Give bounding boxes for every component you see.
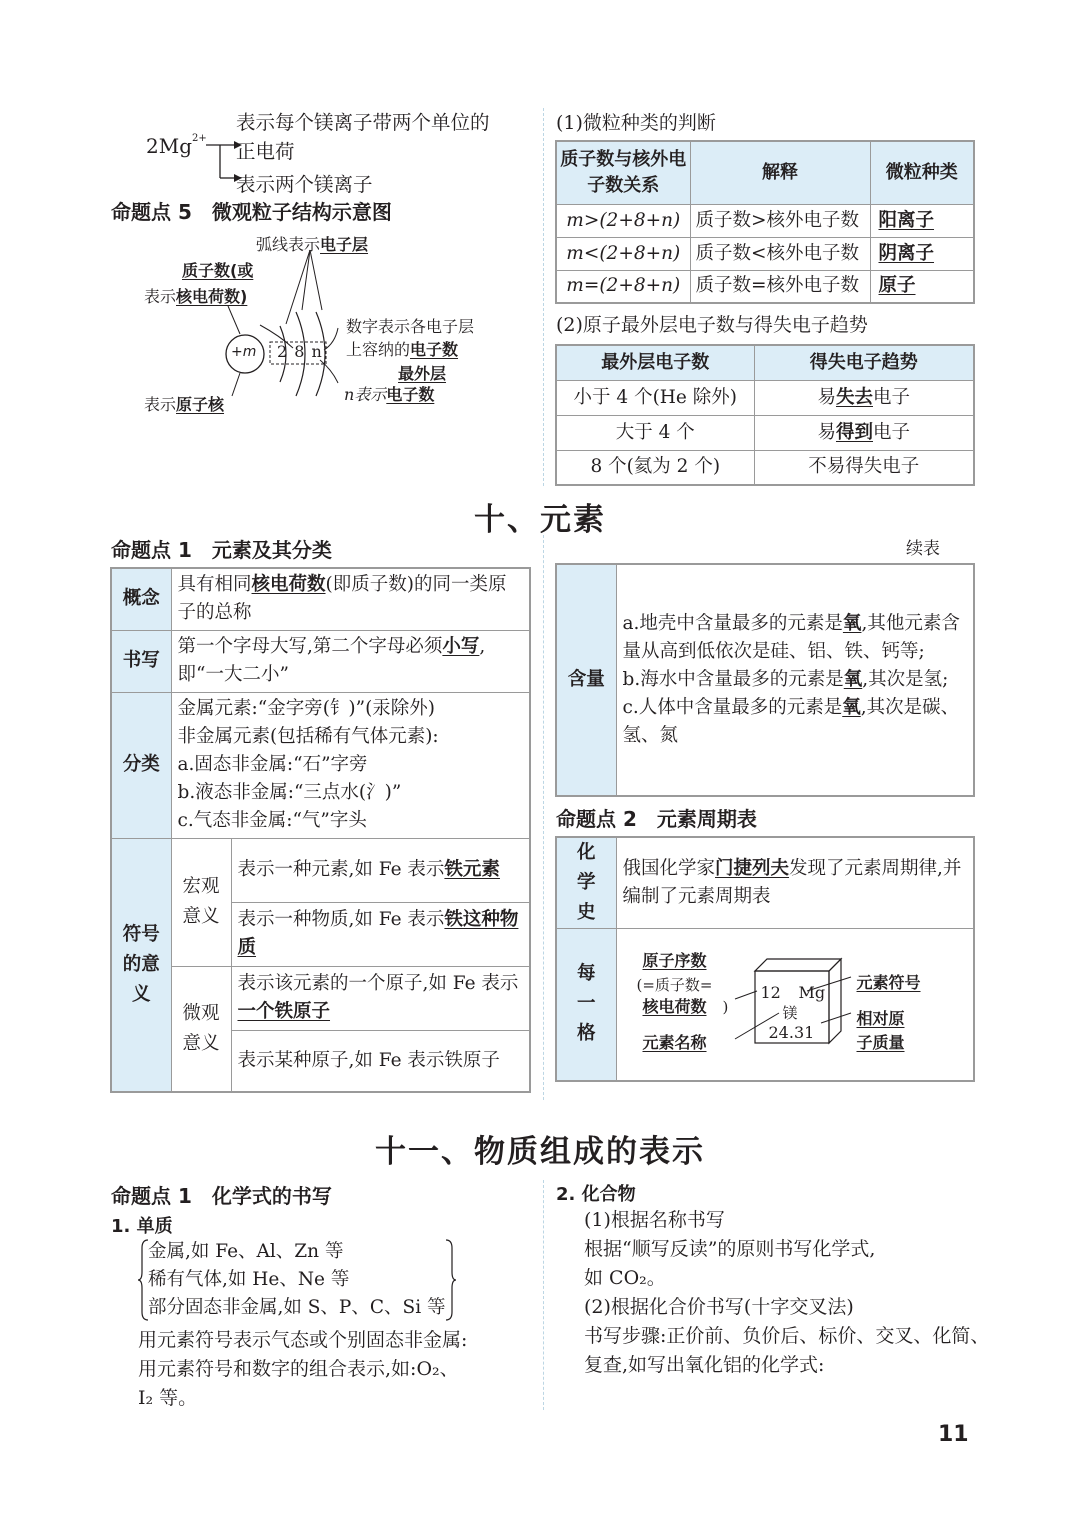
oe-post: 电子 bbox=[873, 421, 911, 443]
s11-p1-heading: 命题点 1 化学式的书写 bbox=[111, 1184, 332, 1208]
content-a-answer: 氧 bbox=[842, 613, 862, 634]
oe-count: 8 个(氦为 2 个) bbox=[556, 450, 754, 485]
cell-label-atomic-number: 原子序数 bbox=[642, 951, 707, 971]
compound-2-title: (2)根据化合价书写(十字交叉法) bbox=[584, 1296, 854, 1318]
macro1-answer: 铁元素 bbox=[444, 859, 500, 880]
oe-post: 电子 bbox=[873, 386, 911, 408]
simple-heading: 1. 单质 bbox=[111, 1216, 173, 1237]
cell-label-mass-2: 子质量 bbox=[856, 1033, 905, 1053]
compound-1-text-2: 如 CO₂。 bbox=[584, 1267, 666, 1289]
cell-label: 每一格 bbox=[556, 929, 616, 1081]
n-label-ans-2: 电子数 bbox=[386, 385, 435, 404]
cell-label-nuclear: 核电荷数 bbox=[642, 997, 707, 1017]
pt-header-3: 微粒种类 bbox=[870, 141, 974, 204]
table-row bbox=[556, 204, 974, 237]
page-number: 11 bbox=[938, 1422, 969, 1447]
content-b-answer: 氧 bbox=[843, 669, 863, 690]
pt-answer: 阳离子 bbox=[878, 209, 935, 231]
proton-label-1: 质子数(或 bbox=[182, 261, 254, 280]
class-label: 分类 bbox=[111, 692, 171, 838]
cell-label-paren: ) bbox=[722, 998, 729, 1017]
oe-header-1: 最外层电子数 bbox=[556, 345, 754, 380]
macro2-text: 表示一种物质,如 Fe 表示 bbox=[237, 909, 445, 930]
p5-heading: 命题点 5 微观粒子结构示意图 bbox=[111, 200, 392, 224]
simple-para-3: I₂ 等。 bbox=[138, 1387, 198, 1409]
s10-p2-heading: 命题点 2 元素周期表 bbox=[556, 807, 757, 831]
oe-header-2: 得失电子趋势 bbox=[754, 345, 974, 380]
oe-answer: 失去 bbox=[835, 386, 873, 408]
element-cell-diagram bbox=[617, 929, 967, 1079]
content-a-text: a.地壳中含量最多的元素是 bbox=[622, 613, 843, 634]
simple-substance-list bbox=[138, 1238, 458, 1322]
micro2-text: 表示某种原子,如 Fe 表示铁原子 bbox=[231, 1030, 530, 1092]
cell-label-name: 元素名称 bbox=[642, 1033, 707, 1053]
oe-count: 小于 4 个(He 除外) bbox=[556, 380, 754, 415]
history-text-2: 发现了元素周期律,并编制了元素周期表 bbox=[622, 858, 962, 907]
class-line: b.液态非金属:“三点水(氵)” bbox=[177, 782, 402, 803]
element-classification-table bbox=[110, 567, 531, 1093]
cell-name: 镁 bbox=[782, 1004, 798, 1023]
nucleus-label-ans: 原子核 bbox=[176, 395, 225, 414]
history-label: 化学史 bbox=[556, 837, 616, 929]
continued-table-label: 续表 bbox=[906, 539, 940, 559]
simple-item: 金属,如 Fe、Al、Zn 等 bbox=[148, 1241, 344, 1262]
ion-meaning-1b: 正电荷 bbox=[236, 140, 295, 163]
compound-1-title: (1)根据名称书写 bbox=[584, 1209, 725, 1231]
write-text-a: 第一个字母大写,第二个字母必须 bbox=[177, 636, 443, 657]
proton-label-2: 核电荷数) bbox=[176, 287, 248, 306]
column-divider-middle bbox=[543, 535, 544, 1100]
pt-cell: m=(2+8+n) bbox=[556, 270, 690, 303]
pt-cell: m>(2+8+n) bbox=[556, 204, 690, 237]
ion-annotation bbox=[108, 108, 538, 198]
class-line: a.固态非金属:“石”字旁 bbox=[177, 754, 368, 775]
pt-answer: 阴离子 bbox=[878, 242, 935, 264]
particle-type-table bbox=[555, 140, 975, 304]
pt-cell: 质子数=核外电子数 bbox=[690, 270, 870, 303]
section-11-title: 十一、物质组成的表示 bbox=[375, 1134, 705, 1170]
compound-2-text-2: 复查,如写出氧化铝的化学式: bbox=[584, 1354, 825, 1376]
compound-2-text-1: 书写步骤:正价前、负价后、标价、交叉、化简、 bbox=[584, 1325, 990, 1347]
table-row bbox=[556, 270, 974, 303]
macro-label: 宏观意义 bbox=[171, 838, 231, 966]
micro-label: 微观意义 bbox=[171, 966, 231, 1092]
oe-pre: 不易得失电子 bbox=[808, 456, 920, 478]
ion-meaning-1a: 表示每个镁离子带两个单位的 bbox=[236, 111, 490, 134]
pt-cell: 质子数>核外电子数 bbox=[690, 204, 870, 237]
s10-p1-heading: 命题点 1 元素及其分类 bbox=[111, 538, 332, 562]
content-label: 含量 bbox=[556, 564, 616, 796]
history-text: 俄国化学家 bbox=[622, 858, 716, 879]
cell-label-proton: (=质子数= bbox=[636, 976, 713, 995]
cell-label-symbol: 元素符号 bbox=[856, 973, 921, 993]
outer-electrons-table bbox=[555, 344, 975, 486]
column-divider-bottom bbox=[543, 1180, 544, 1410]
cell-number: 12 bbox=[760, 983, 781, 1003]
simple-item: 稀有气体,如 He、Ne 等 bbox=[148, 1269, 350, 1290]
content-c-text-2: ,其次是碳、氢、氮 bbox=[622, 697, 960, 746]
pt-header-2: 解释 bbox=[690, 141, 870, 204]
periodic-table-box bbox=[555, 836, 975, 1082]
micro1-answer: 一个铁原子 bbox=[237, 1001, 331, 1022]
nucleus-label-pre: 表示 bbox=[144, 395, 177, 414]
compound-1-text-1: 根据“顺写反读”的原则书写化学式, bbox=[584, 1238, 876, 1260]
macro2-answer: 铁这种物质 bbox=[237, 909, 519, 958]
simple-para-2: 用元素符号和数字的组合表示,如:O₂、 bbox=[138, 1358, 459, 1380]
number-label-pre: 上容纳的 bbox=[346, 340, 411, 359]
write-answer: 小写 bbox=[442, 636, 480, 657]
pt-answer: 原子 bbox=[878, 275, 916, 297]
class-line: 非金属元素(包括稀有气体元素): bbox=[177, 726, 439, 747]
oe-count: 大于 4 个 bbox=[556, 415, 754, 450]
ion-meaning-2: 表示两个镁离子 bbox=[236, 173, 373, 196]
oe-pre: 易 bbox=[817, 421, 836, 443]
n-label-ans-1: 最外层 bbox=[398, 364, 447, 383]
ion-charge: 2+ bbox=[192, 133, 207, 145]
table-row bbox=[556, 380, 974, 415]
micro1-text: 表示该元素的一个原子,如 Fe 表示 bbox=[237, 973, 519, 994]
content-a-text-2: ,其他元素含量从高到低依次是硅、铝、铁、钙等; bbox=[622, 613, 960, 662]
table-row bbox=[556, 415, 974, 450]
write-text-b: ,即“一大二小” bbox=[177, 636, 486, 685]
ion-formula: 2Mg bbox=[146, 134, 193, 158]
macro1-text: 表示一种元素,如 Fe 表示 bbox=[237, 859, 445, 880]
table-row bbox=[556, 450, 974, 485]
atom-structure-diagram bbox=[110, 228, 540, 428]
number-label-1: 数字表示各电子层 bbox=[346, 317, 475, 336]
nucleus-charge: +m bbox=[231, 344, 257, 360]
arc-label: 弧线表示 bbox=[256, 235, 321, 254]
arc-answer: 电子层 bbox=[320, 235, 369, 254]
shell-electrons: 2 8 n bbox=[277, 342, 323, 361]
number-label-ans: 电子数 bbox=[410, 340, 459, 359]
content-c-text: c.人体中含量最多的元素是 bbox=[622, 697, 843, 718]
concept-answer: 核电荷数 bbox=[251, 574, 326, 596]
concept-text-a: 具有相同 bbox=[177, 574, 252, 596]
cell-symbol: Mg bbox=[798, 983, 826, 1003]
section-10-title: 十、元素 bbox=[474, 502, 606, 538]
cell-label-mass-1: 相对原 bbox=[856, 1009, 905, 1029]
content-b-text-2: ,其次是氢; bbox=[862, 669, 949, 690]
oe-answer: 得到 bbox=[835, 421, 873, 443]
proton-label-pre: 表示 bbox=[144, 287, 177, 306]
particle-type-title: (1)微粒种类的判断 bbox=[556, 112, 716, 134]
content-b-text: b.海水中含量最多的元素是 bbox=[622, 669, 844, 690]
write-label: 书写 bbox=[111, 630, 171, 692]
concept-text-b: (即质子数)的同一类原子的总称 bbox=[177, 574, 507, 624]
class-line: 金属元素:“金字旁(钅)”(汞除外) bbox=[177, 698, 436, 719]
class-line: c.气态非金属:“气”字头 bbox=[177, 810, 367, 831]
oe-pre: 易 bbox=[817, 386, 836, 408]
n-label-pre: n表示 bbox=[344, 385, 387, 404]
outer-electrons-title: (2)原子最外层电子数与得失电子趋势 bbox=[556, 314, 868, 336]
pt-cell: m<(2+8+n) bbox=[556, 237, 690, 270]
compound-heading: 2. 化合物 bbox=[556, 1184, 636, 1205]
table-row bbox=[556, 237, 974, 270]
content-c-answer: 氧 bbox=[842, 697, 861, 718]
history-answer: 门捷列夫 bbox=[715, 858, 790, 879]
simple-item: 部分固态非金属,如 S、P、C、Si 等 bbox=[148, 1297, 446, 1318]
pt-cell: 质子数<核外电子数 bbox=[690, 237, 870, 270]
element-content-table bbox=[555, 563, 975, 797]
cell-mass: 24.31 bbox=[768, 1023, 815, 1043]
simple-para-1: 用元素符号表示气态或个别固态非金属: bbox=[138, 1329, 468, 1351]
symbol-label: 符号的意义 bbox=[111, 838, 171, 1092]
concept-label: 概念 bbox=[111, 568, 171, 630]
pt-header-1: 质子数与核外电子数关系 bbox=[556, 141, 690, 204]
column-divider-top bbox=[543, 108, 544, 486]
